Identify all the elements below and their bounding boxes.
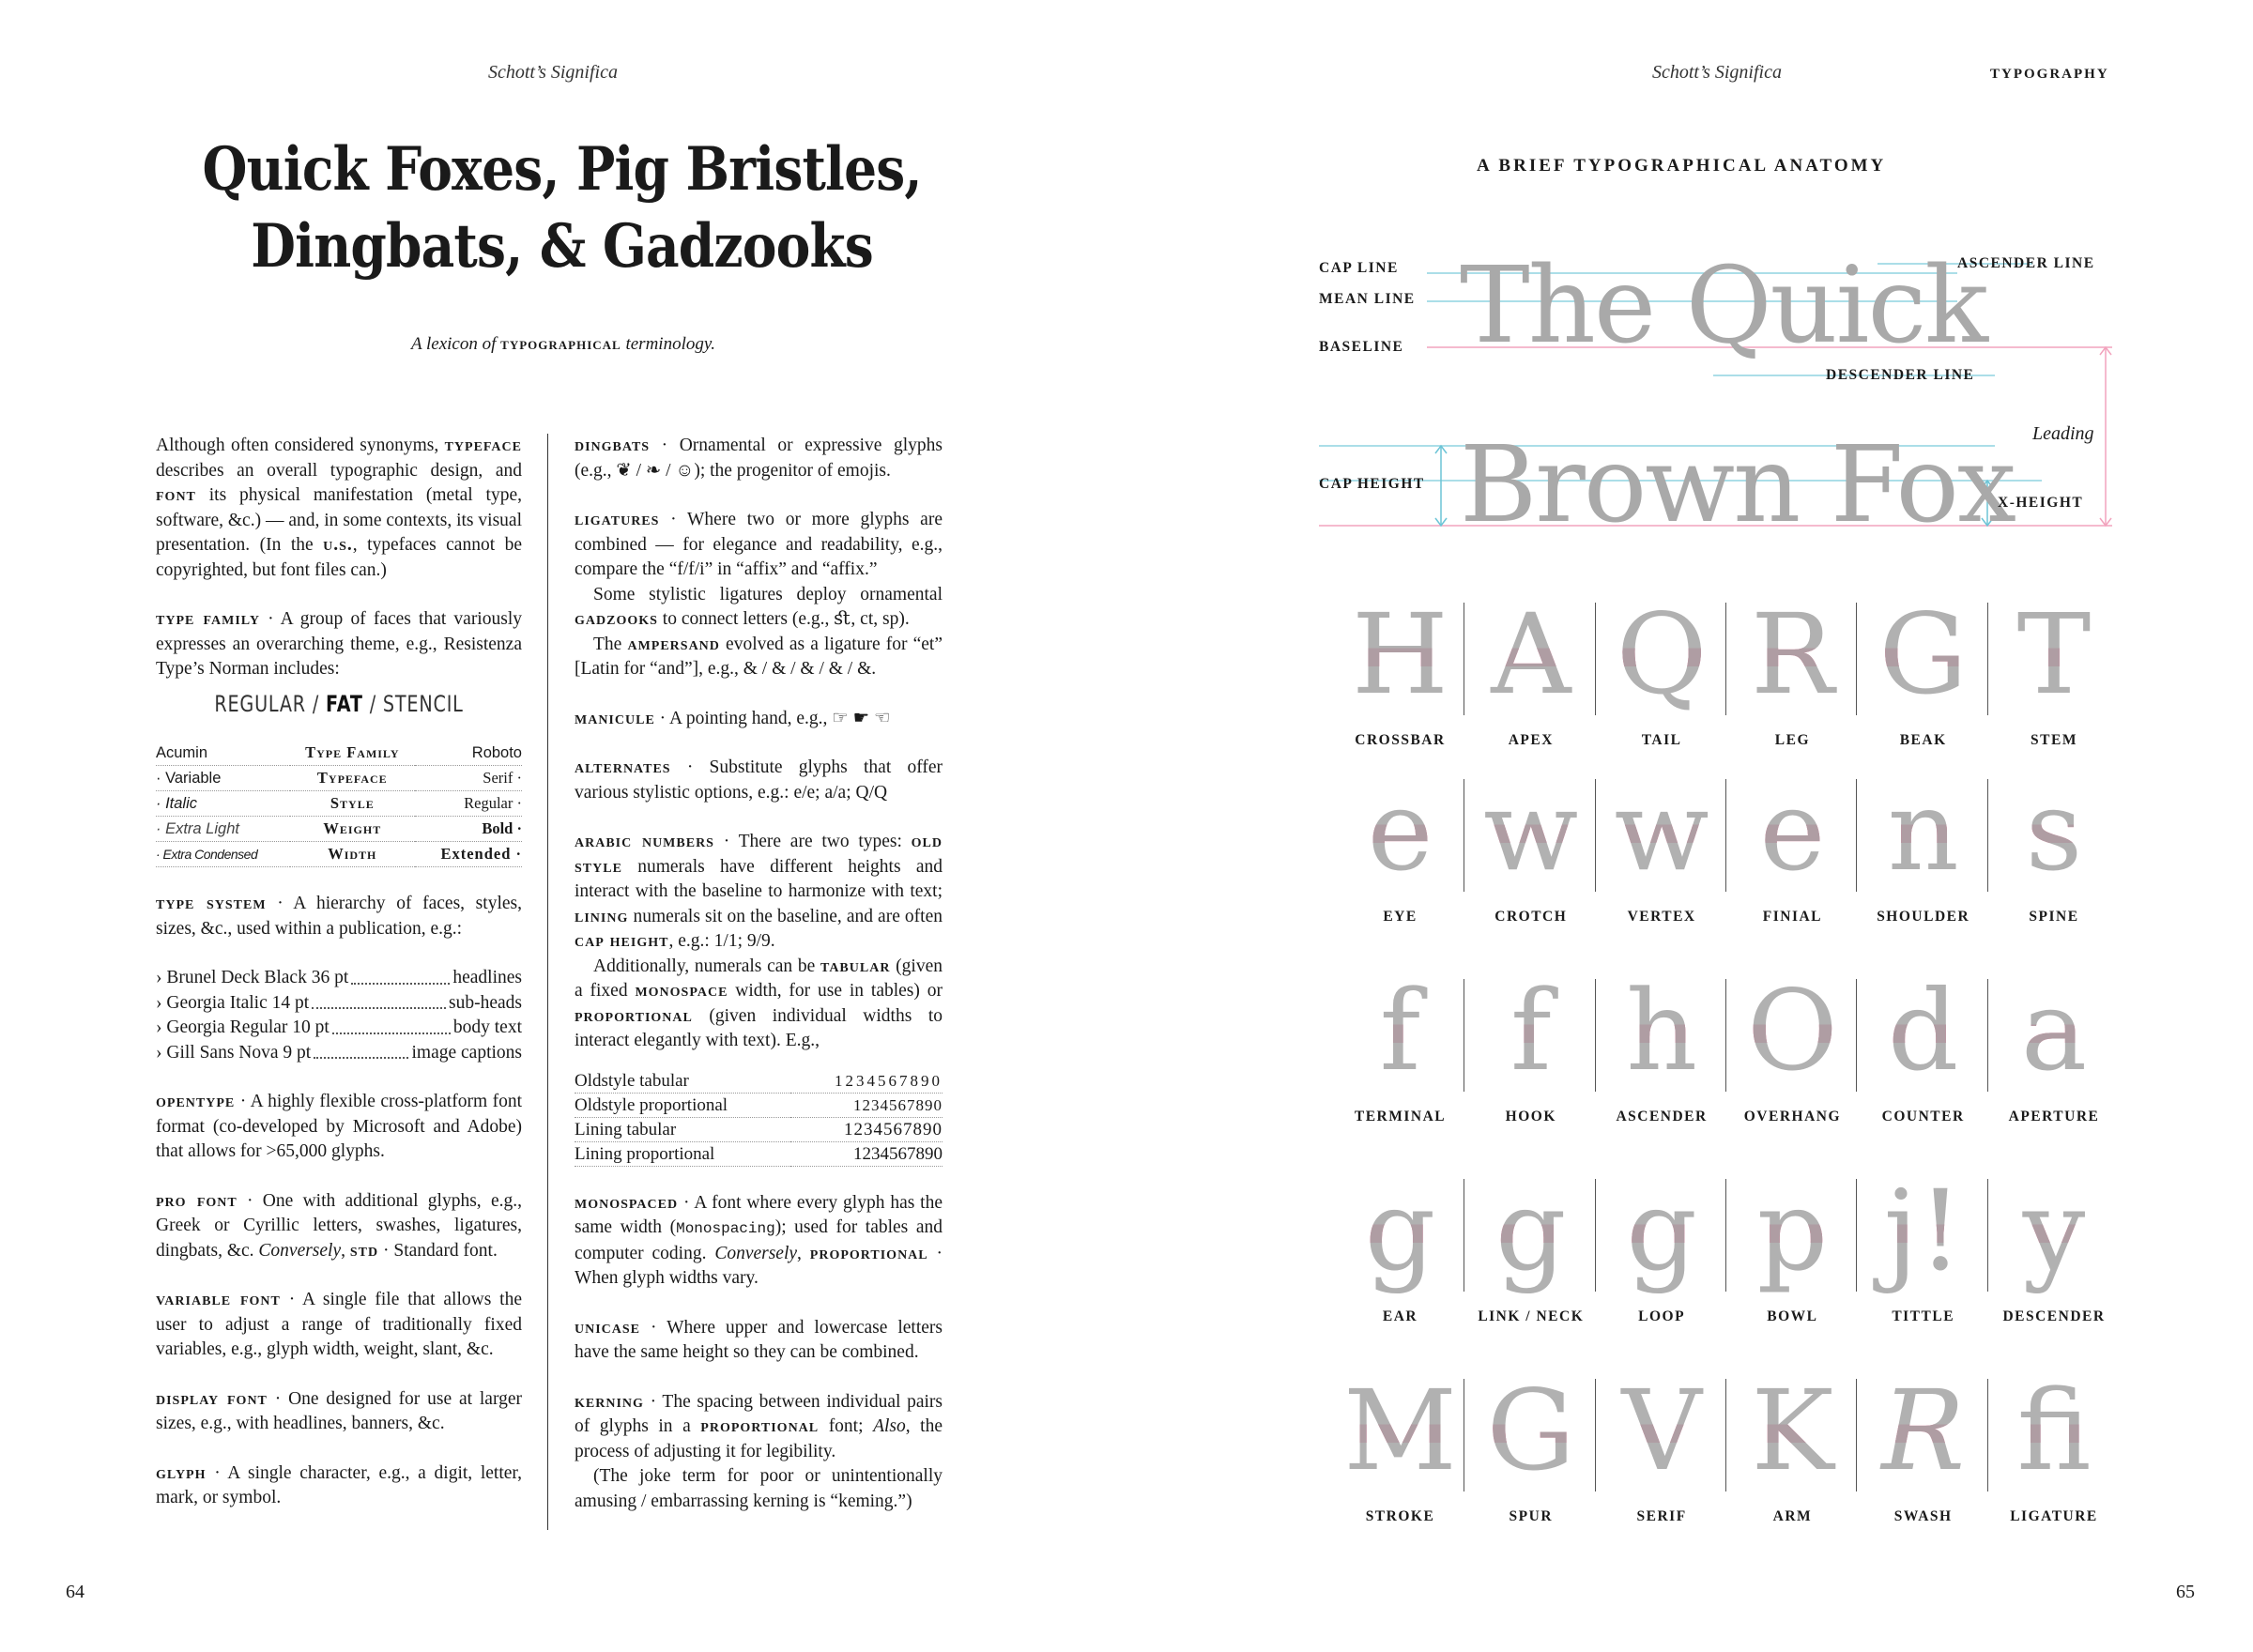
def-type-family: · A group of faces that variously expresses an overarching theme, e.g., Resistenza Type’s Norman includes: — [156, 609, 522, 679]
numeral-value: 1234567890 — [790, 1141, 943, 1166]
def-monospaced-3: · When glyph widths vary. — [575, 1243, 943, 1288]
intro-term-us: u.s. — [323, 535, 353, 555]
term-tabular: tabular — [820, 956, 891, 976]
def-monospaced-italic: Conversely — [714, 1243, 798, 1263]
column-2 — [575, 434, 943, 1538]
list-item — [156, 1016, 522, 1041]
list-item-right: headlines — [452, 968, 522, 987]
term-proportional-2: proportional — [809, 1243, 928, 1263]
intro-text-1: Although often considered synonyms, — [156, 436, 445, 455]
glyph-specimen: f — [1335, 970, 1465, 1092]
arabic-p2-post: (given individual widths to interact elegantly with text). E.g., — [575, 1005, 943, 1050]
glyph-divider — [1987, 603, 1988, 715]
def-opentype: · A highly flexible cross-platform font format (co-developed by Microsoft and Adobe) that allows for >65,000 glyphs. — [156, 1092, 522, 1161]
label-baseline: BASELINE — [1319, 339, 1404, 355]
glyph-specimen: R — [1858, 1369, 1988, 1491]
label-cap-line: CAP LINE — [1319, 260, 1399, 276]
glyph-divider — [1856, 979, 1857, 1092]
glyph-divider — [1595, 1379, 1596, 1491]
subtitle-pre: A lexicon of — [411, 334, 501, 354]
entry-type-system — [156, 892, 522, 941]
table-cell: Bold · — [415, 817, 522, 842]
table-row — [575, 1069, 943, 1094]
def-monospaced-2: ); used for tables and computer coding. — [575, 1217, 943, 1263]
glyph-part-label: ARM — [1772, 1508, 1813, 1524]
term-display-font: display font — [156, 1388, 268, 1409]
entry-manicule — [575, 707, 943, 732]
def-monospaced-sep: , — [797, 1243, 810, 1263]
demo-stencil: STENCIL — [382, 690, 464, 717]
running-head-right: Schott’s Significa — [1652, 62, 1782, 83]
arabic-p2-pre: Additionally, numerals can be — [593, 956, 821, 976]
glyph-part-label: APEX — [1508, 732, 1554, 748]
entry-glyph — [156, 1461, 522, 1511]
term-ligatures: ligatures — [575, 510, 660, 529]
glyph-divider — [1595, 603, 1596, 715]
table-row — [575, 1141, 943, 1166]
table-row — [156, 766, 522, 791]
table-row — [575, 1093, 943, 1117]
term-kerning: kerning — [575, 1391, 644, 1412]
glyph-part-label: COUNTER — [1881, 1109, 1965, 1124]
def-arabic-3: numerals sit on the baseline, and are often — [628, 906, 943, 926]
glyph-divider — [1725, 1379, 1726, 1491]
ligatures-p3-pre: The — [593, 634, 628, 654]
glyph-specimen: ﬁ — [1989, 1369, 2120, 1491]
label-ascender-line: ASCENDER LINE — [1957, 255, 2095, 271]
term-proportional: proportional — [575, 1005, 693, 1026]
glyph-part-label: TAIL — [1641, 732, 1682, 748]
column-1 — [156, 434, 522, 1536]
glyph-specimen: A — [1465, 593, 1596, 715]
type-system-list — [156, 966, 522, 1065]
glyph-part-label: BEAK — [1899, 732, 1947, 748]
glyph-divider — [1595, 979, 1596, 1092]
label-leading: Leading — [2032, 423, 2094, 444]
def-variable-font: · A single file that allows the user to adjust a range of traditionally fixed variables, e.g., glyph width, weight, slant, &c. — [156, 1290, 522, 1359]
label-cap-height: CAP HEIGHT — [1319, 476, 1425, 492]
table-cell: Weight — [290, 817, 415, 842]
label-mean-line: MEAN LINE — [1319, 291, 1416, 307]
term-monospaced: monospaced — [575, 1192, 679, 1213]
sample-line-1: The Quick — [1460, 245, 1987, 367]
entry-display-font — [156, 1387, 522, 1437]
intro-text-4: , typefaces cannot be copyrighted, but font files can.) — [156, 535, 522, 580]
def-alternates: · Substitute glyphs that offer various stylistic options, e.g.: e/e; a/a; Q/Q — [575, 757, 943, 803]
numeral-label: Lining tabular — [575, 1117, 790, 1141]
glyph-part-label: CROTCH — [1494, 909, 1568, 925]
subtitle — [0, 334, 1126, 355]
term-cap-height: cap height — [575, 931, 669, 951]
glyph-specimen: R — [1727, 593, 1858, 715]
list-item — [156, 1041, 522, 1066]
ligatures-p2-pre: Some stylistic ligatures deploy ornamental — [593, 584, 943, 604]
table-row — [156, 842, 522, 867]
table-cell: Serif · — [415, 766, 522, 791]
glyph-part-label: EAR — [1382, 1308, 1418, 1324]
list-item-right: image captions — [411, 1042, 522, 1063]
list-item-left: › Georgia Regular 10 pt — [156, 1017, 330, 1037]
glyph-divider — [1987, 1179, 1988, 1292]
term-type-system: type system — [156, 894, 267, 913]
term-gadzooks: gadzooks — [575, 609, 658, 629]
def-ligatures: · Where two or more glyphs are combined — for elegance and readability, e.g., compare the “f/f/i” in “affix” and “affix.” — [575, 510, 943, 579]
glyph-divider — [1595, 1179, 1596, 1292]
entry-alternates — [575, 756, 943, 805]
entry-dingbats — [575, 434, 943, 483]
entry-intro — [156, 434, 522, 583]
def-display-font: · One designed for use at larger sizes, e.g., with headlines, banners, &c. — [156, 1388, 522, 1433]
leader-dots — [332, 1016, 451, 1034]
entry-ligatures — [575, 508, 943, 682]
section-head: TYPOGRAPHY — [1990, 67, 2109, 82]
glyph-specimen: K — [1727, 1369, 1858, 1491]
table-cell: Typeface — [290, 766, 415, 791]
glyph-specimen: G — [1465, 1369, 1596, 1491]
term-ampersand: ampersand — [627, 634, 720, 654]
glyph-specimen: g — [1597, 1170, 1727, 1292]
ligatures-p2-post: to connect letters (e.g., ﬆ, ct, sp). — [657, 609, 910, 629]
def-monospaced-1: · A font where every glyph has the same width ( — [575, 1192, 943, 1237]
glyph-specimen: p — [1727, 1170, 1858, 1292]
glyph-divider — [1725, 979, 1726, 1092]
glyph-specimen: e — [1335, 770, 1465, 892]
term-arabic-numbers: arabic numbers — [575, 832, 714, 851]
arabic-p2-mid: (given a fixed — [575, 956, 943, 1001]
entry-unicase — [575, 1316, 943, 1366]
intro-term-font: font — [156, 485, 196, 505]
page-number-right: 65 — [2176, 1582, 2195, 1602]
title-line-1: Quick Foxes, Pig Bristles, — [202, 134, 922, 205]
glyph-part-label: OVERHANG — [1743, 1109, 1842, 1124]
numeral-label: Oldstyle tabular — [575, 1069, 790, 1094]
label-x-height: X-HEIGHT — [1998, 495, 2084, 511]
def-kerning-1: · The spacing between individual pairs of glyphs in a — [575, 1391, 943, 1436]
def-kerning-3: , the process of adjusting it for legibility. — [575, 1416, 943, 1461]
glyph-specimen: O — [1727, 970, 1858, 1092]
term-proportional-3: proportional — [700, 1416, 820, 1436]
entry-pro-font — [156, 1189, 522, 1264]
term-monospace: monospace — [635, 981, 728, 1001]
subtitle-post: terminology. — [621, 334, 715, 354]
glyph-part-label: SERIF — [1636, 1508, 1687, 1524]
sample-line-2: Brown Fox — [1460, 424, 2015, 546]
glyph-part-label: TITTLE — [1892, 1308, 1955, 1324]
demo-sep-2: / — [362, 690, 383, 717]
glyph-divider — [1987, 1379, 1988, 1491]
intro-term-typeface: typeface — [444, 436, 522, 455]
glyph-specimen: g — [1335, 1170, 1465, 1292]
table-cell: Regular · — [415, 791, 522, 817]
title-line-2: Dingbats, & Gadzooks — [251, 211, 873, 282]
def-manicule: · A pointing hand, e.g., ☞ ☛ ☜ — [654, 708, 891, 728]
glyph-specimen: a — [1989, 970, 2120, 1092]
def-arabic-2: numerals have different heights and interact with the baseline to harmonize with text; — [575, 856, 943, 901]
table-cell: · Extra Condensed — [156, 842, 290, 867]
glyph-specimen: n — [1858, 770, 1988, 892]
glyph-specimen: w — [1465, 770, 1596, 892]
def-kerning-2: font; — [819, 1416, 874, 1436]
anatomy-title: A BRIEF TYPOGRAPHICAL ANATOMY — [1477, 156, 1887, 176]
table-cell: Width — [290, 842, 415, 867]
term-alternates: alternates — [575, 757, 671, 777]
page-title — [78, 131, 1047, 285]
glyph-divider — [1595, 779, 1596, 892]
term-dingbats: dingbats — [575, 436, 651, 455]
term-old-style: old style — [575, 832, 943, 877]
leader-dots — [312, 991, 446, 1010]
entry-variable-font — [156, 1288, 522, 1363]
column-divider — [547, 434, 548, 1530]
term-variable-font: variable font — [156, 1290, 281, 1309]
glyph-part-label: LEG — [1774, 732, 1810, 748]
numerals-table — [575, 1069, 943, 1167]
glyph-divider — [1856, 1379, 1857, 1491]
def-arabic-4: , e.g.: 1/1; 9/9. — [668, 931, 775, 951]
glyph-part-label: DESCENDER — [2002, 1308, 2106, 1324]
numeral-label: Lining proportional — [575, 1141, 790, 1166]
glyph-specimen: s — [1989, 770, 2120, 892]
glyph-specimen: H — [1335, 593, 1465, 715]
intro-text-2: describes an overall typographic design, and — [156, 460, 522, 481]
glyph-part-label: SHOULDER — [1877, 909, 1970, 925]
glyph-specimen: T — [1989, 593, 2120, 715]
page-number-left: 64 — [66, 1582, 84, 1602]
term-std: std — [349, 1240, 379, 1261]
table-cell: Roboto — [415, 741, 522, 766]
demo-regular: REGULAR — [214, 690, 306, 717]
table-cell: Style — [290, 791, 415, 817]
glyph-part-label: EYE — [1383, 909, 1418, 925]
term-type-family: type family — [156, 609, 260, 629]
table-row — [156, 817, 522, 842]
term-glyph: glyph — [156, 1462, 207, 1483]
leader-dots — [351, 966, 450, 985]
glyph-specimen: e — [1727, 770, 1858, 892]
numeral-label: Oldstyle proportional — [575, 1093, 790, 1117]
glyph-specimen: j! — [1858, 1170, 1988, 1292]
glyph-part-label: CROSSBAR — [1355, 732, 1446, 748]
glyph-divider — [1987, 779, 1988, 892]
subtitle-smallcaps: typographical — [500, 334, 621, 354]
entry-type-family — [156, 607, 522, 682]
leader-dots — [314, 1041, 408, 1060]
term-pro-font: pro font — [156, 1190, 238, 1211]
demo-sep-1: / — [305, 690, 327, 717]
numeral-value: 1234567890 — [790, 1069, 943, 1094]
glyph-divider — [1856, 779, 1857, 892]
entry-monospaced — [575, 1191, 943, 1292]
glyph-specimen: f — [1465, 970, 1596, 1092]
glyph-part-label: STROKE — [1365, 1508, 1435, 1524]
table-cell: · Italic — [156, 791, 290, 817]
glyph-specimen: Q — [1597, 593, 1727, 715]
arabic-p2-mid2: width, for use in tables) or — [728, 981, 943, 1001]
table-row — [156, 791, 522, 817]
glyph-divider — [1856, 1179, 1857, 1292]
glyph-specimen: g — [1465, 1170, 1596, 1292]
demo-fat: FAT — [326, 690, 363, 717]
numeral-value: 1234567890 — [790, 1117, 943, 1141]
glyph-divider — [1725, 1179, 1726, 1292]
glyph-specimen: w — [1597, 770, 1727, 892]
entry-arabic-numbers — [575, 830, 943, 1054]
def-type-system: · A hierarchy of faces, styles, sizes, &c., used within a publication, e.g.: — [156, 894, 522, 939]
glyph-specimen: d — [1858, 970, 1988, 1092]
glyph-specimen: h — [1597, 970, 1727, 1092]
glyph-part-label: ASCENDER — [1616, 1109, 1708, 1124]
glyph-part-label: HOOK — [1505, 1109, 1556, 1124]
glyph-specimen: M — [1335, 1369, 1465, 1491]
term-manicule: manicule — [575, 708, 655, 728]
glyph-part-label: LINK / NECK — [1478, 1308, 1585, 1324]
running-head-left: Schott’s Significa — [488, 62, 618, 83]
term-opentype: opentype — [156, 1092, 236, 1111]
anatomy-diagram — [1319, 239, 2117, 549]
def-kerning-italic: Also — [873, 1416, 906, 1436]
numeral-value: 1234567890 — [790, 1093, 943, 1117]
glyph-part-label: SPINE — [2029, 909, 2079, 925]
table-cell: Acumin — [156, 741, 290, 766]
glyph-part-label: LOOP — [1638, 1308, 1686, 1324]
glyph-divider — [1725, 603, 1726, 715]
list-item-left: › Georgia Italic 14 pt — [156, 992, 310, 1013]
glyph-part-label: SWASH — [1893, 1508, 1953, 1524]
glyph-part-label: SPUR — [1509, 1508, 1554, 1524]
glyph-part-label: APERTURE — [2008, 1109, 2100, 1124]
ligatures-p3-post: evolved as a ligature for “et” [Latin for “and”], e.g., & / & / & / & / &. — [575, 634, 943, 679]
def-dingbats: · Ornamental or expressive glyphs (e.g., ❦ / ❧ / ☺); the progenitor of emojis. — [575, 436, 943, 481]
glyph-specimen: G — [1858, 593, 1988, 715]
glyph-specimen: y — [1989, 1170, 2120, 1292]
norman-demo — [192, 692, 485, 717]
list-item — [156, 991, 522, 1017]
glyph-part-label: FINIAL — [1762, 909, 1823, 925]
term-unicase: unicase — [575, 1317, 641, 1338]
def-pro-font-sep: , — [341, 1240, 350, 1261]
glyph-divider — [1725, 779, 1726, 892]
term-lining: lining — [575, 906, 629, 926]
table-row — [575, 1117, 943, 1141]
def-pro-font: · One with additional glyphs, e.g., Greek or Cyrillic letters, swashes, ligatures, dingbats, &c. — [156, 1190, 522, 1261]
left-page — [0, 0, 1126, 1652]
def-std: · Standard font. — [378, 1240, 498, 1261]
glyph-part-label: BOWL — [1767, 1308, 1818, 1324]
glyph-divider — [1987, 979, 1988, 1092]
glyph-part-label: LIGATURE — [2010, 1508, 2098, 1524]
table-cell: · Extra Light — [156, 817, 290, 842]
table-cell: · Variable — [156, 766, 290, 791]
def-unicase: · Where upper and lowercase letters have the same height so they can be combined. — [575, 1317, 943, 1362]
list-item-left: › Brunel Deck Black 36 pt — [156, 968, 349, 987]
def-pro-font-italic: Conversely — [258, 1240, 342, 1261]
list-item-right: sub-heads — [449, 992, 522, 1013]
label-descender-line: DESCENDER LINE — [1826, 367, 1975, 383]
intro-text-3: its physical manifestation (metal type, software, &c.) — and, in some contexts, its visual presentation. (In the — [156, 485, 522, 555]
def-glyph: · A single character, e.g., a digit, letter, mark, or symbol. — [156, 1462, 522, 1507]
glyph-part-label: TERMINAL — [1354, 1109, 1447, 1124]
list-item-left: › Gill Sans Nova 9 pt — [156, 1042, 312, 1063]
glyph-part-label: VERTEX — [1627, 909, 1696, 925]
table-cell: Type Family — [290, 741, 415, 766]
glyph-part-label: STEM — [2031, 732, 2077, 748]
table-cell: Extended · — [415, 842, 522, 867]
def-arabic-1: · There are two types: — [713, 832, 912, 851]
list-item — [156, 966, 522, 991]
type-family-table — [156, 741, 522, 867]
glyph-specimen: V — [1597, 1369, 1727, 1491]
entry-kerning — [575, 1390, 943, 1515]
glyph-divider — [1856, 603, 1857, 715]
entry-opentype — [156, 1090, 522, 1165]
table-row — [156, 741, 522, 766]
def-kerning-joke: (The joke term for poor or unintentionally amusing / embarrassing kerning is “keming.”) — [575, 1466, 943, 1511]
def-monospacing-sample: Monospacing — [676, 1220, 775, 1237]
list-item-right: body text — [452, 1017, 522, 1037]
